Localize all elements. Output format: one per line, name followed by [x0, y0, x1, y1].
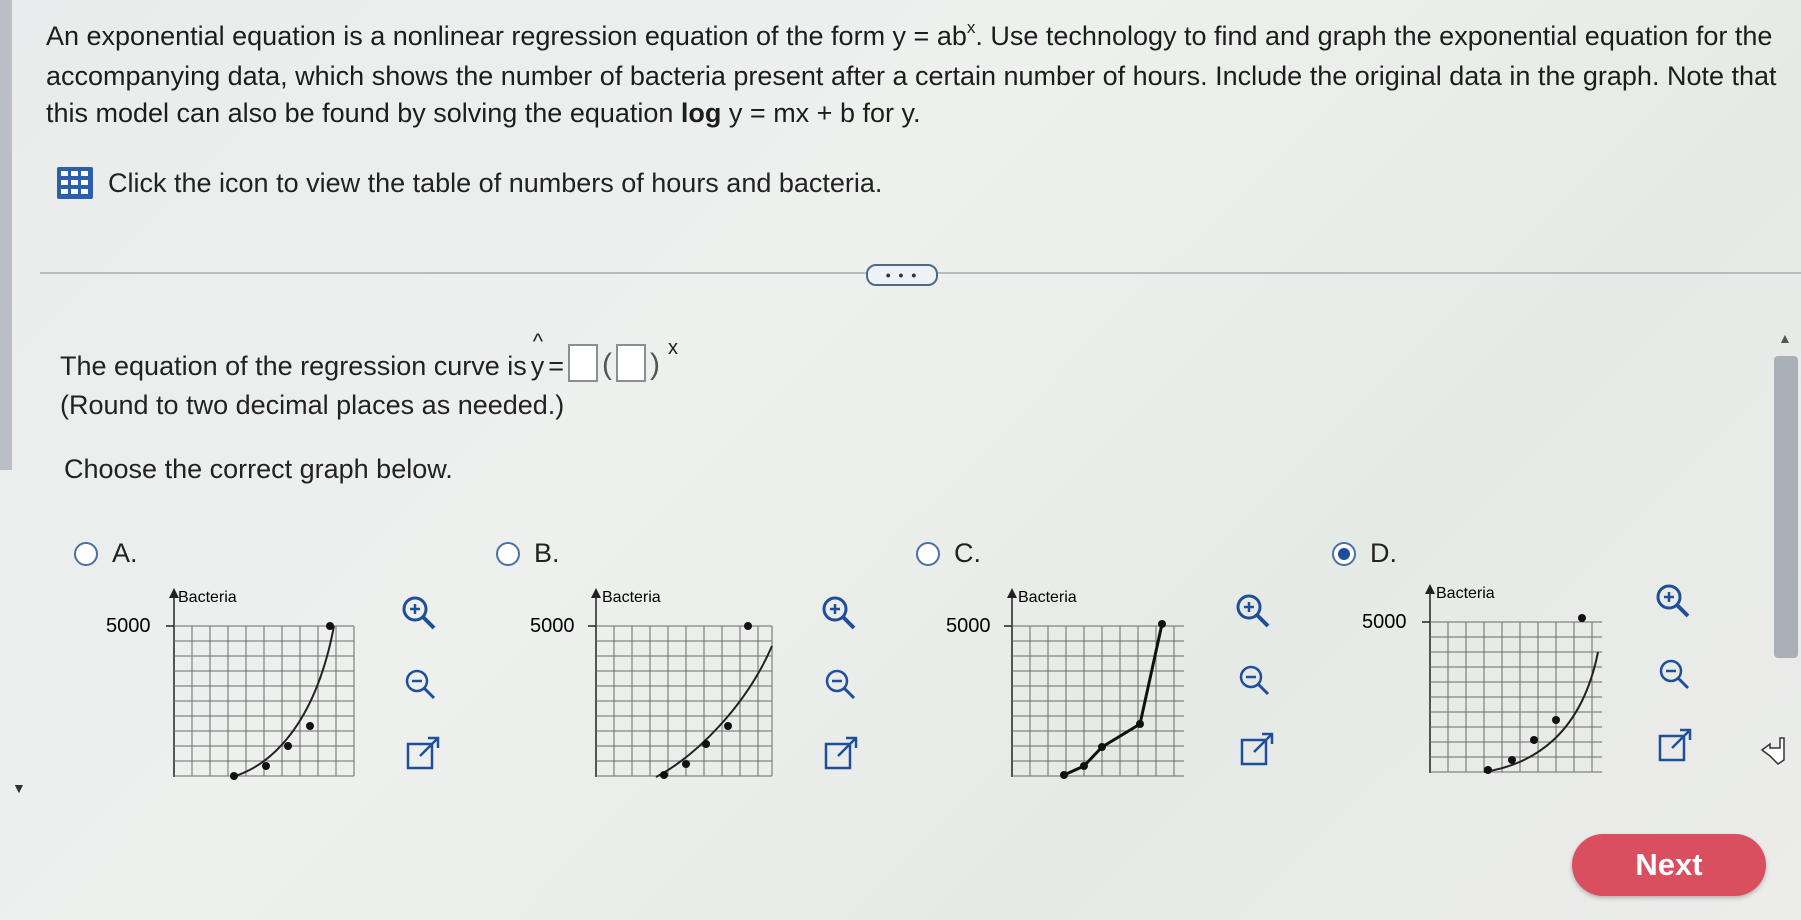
table-icon[interactable] — [56, 166, 94, 200]
graph-c — [930, 586, 1190, 786]
graph-b-curve — [656, 646, 772, 777]
graph-a-title: Bacteria — [178, 589, 237, 606]
graph-d — [1346, 582, 1606, 782]
option-d-radio[interactable] — [1332, 542, 1356, 566]
graph-d-ymax: 5000 — [1362, 611, 1407, 633]
equals-sign: = — [548, 351, 565, 381]
option-a-label: A. — [112, 538, 138, 568]
graph-b-title: Bacteria — [602, 589, 661, 606]
option-a[interactable] — [74, 538, 138, 569]
zoom-in-icon[interactable] — [818, 592, 858, 632]
table-link[interactable] — [56, 166, 882, 200]
answer-box-b[interactable] — [616, 344, 646, 382]
popout-icon[interactable] — [1656, 726, 1696, 766]
option-d-label: D. — [1370, 538, 1397, 568]
popout-icon[interactable] — [1238, 730, 1278, 770]
graph-b — [516, 586, 776, 786]
popout-icon[interactable] — [822, 734, 862, 774]
scroll-up-arrow-icon[interactable]: ▲ — [1778, 330, 1792, 346]
y-hat: ^ y — [530, 329, 545, 381]
left-edge-bar — [0, 0, 12, 470]
option-a-radio[interactable] — [74, 542, 98, 566]
scroll-down-arrow-icon[interactable]: ▼ — [12, 780, 26, 796]
graph-c-points — [1060, 620, 1166, 779]
zoom-in-icon[interactable] — [1232, 590, 1272, 630]
cursor-icon — [1758, 730, 1794, 766]
option-c-radio[interactable] — [916, 542, 940, 566]
zoom-out-icon[interactable] — [1654, 654, 1694, 694]
scrollbar-thumb[interactable] — [1774, 356, 1798, 658]
graph-a-ymax: 5000 — [106, 615, 151, 637]
graph-c-grid — [1012, 626, 1184, 776]
exponent-x: x — [668, 337, 679, 359]
graph-c-line — [1064, 624, 1162, 775]
option-b[interactable] — [496, 538, 560, 569]
zoom-in-icon[interactable] — [1652, 580, 1692, 620]
option-c-label: C. — [954, 538, 981, 568]
graph-d-grid — [1430, 622, 1602, 772]
graph-a — [100, 586, 360, 786]
zoom-out-icon[interactable] — [1234, 660, 1274, 700]
graph-c-title: Bacteria — [1018, 589, 1077, 606]
zoom-out-icon[interactable] — [820, 664, 860, 704]
option-b-radio[interactable] — [496, 542, 520, 566]
graph-c-ymax: 5000 — [946, 615, 991, 637]
zoom-in-icon[interactable] — [398, 592, 438, 632]
table-link-text[interactable]: Click the icon to view the table of numbers of hours and bacteria. — [108, 167, 883, 198]
option-d[interactable] — [1332, 538, 1397, 569]
left-paren: ( — [602, 348, 613, 381]
graph-d-points — [1484, 614, 1586, 774]
more-button[interactable]: • • • — [866, 264, 938, 286]
answer-box-a[interactable] — [568, 344, 598, 382]
rounding-note: (Round to two decimal places as needed.) — [60, 390, 565, 420]
graph-b-ymax: 5000 — [530, 615, 575, 637]
equation-prefix: The equation of the regression curve is — [60, 351, 527, 381]
zoom-out-icon[interactable] — [400, 664, 440, 704]
popout-icon[interactable] — [404, 734, 444, 774]
graph-d-title: Bacteria — [1436, 585, 1495, 602]
graph-b-grid — [596, 626, 772, 776]
option-b-label: B. — [534, 538, 560, 568]
next-button[interactable]: Next — [1572, 834, 1766, 896]
graph-a-grid — [174, 626, 354, 776]
equation-line — [60, 329, 679, 382]
right-paren: ) — [650, 348, 661, 381]
option-c[interactable] — [916, 538, 981, 569]
question-text: An exponential equation is a nonlinear regression equation of the form $y = ab^x$. Use technology to find and graph the exponential equation for the accompanying data, which shows the number of bacteria present after a certain number of hours. Include the original data in the graph. Note that this model can also be found by solving the equation log y = mx + b for y. — [46, 18, 1777, 128]
choose-prompt: Choose the correct graph below. — [64, 454, 453, 484]
